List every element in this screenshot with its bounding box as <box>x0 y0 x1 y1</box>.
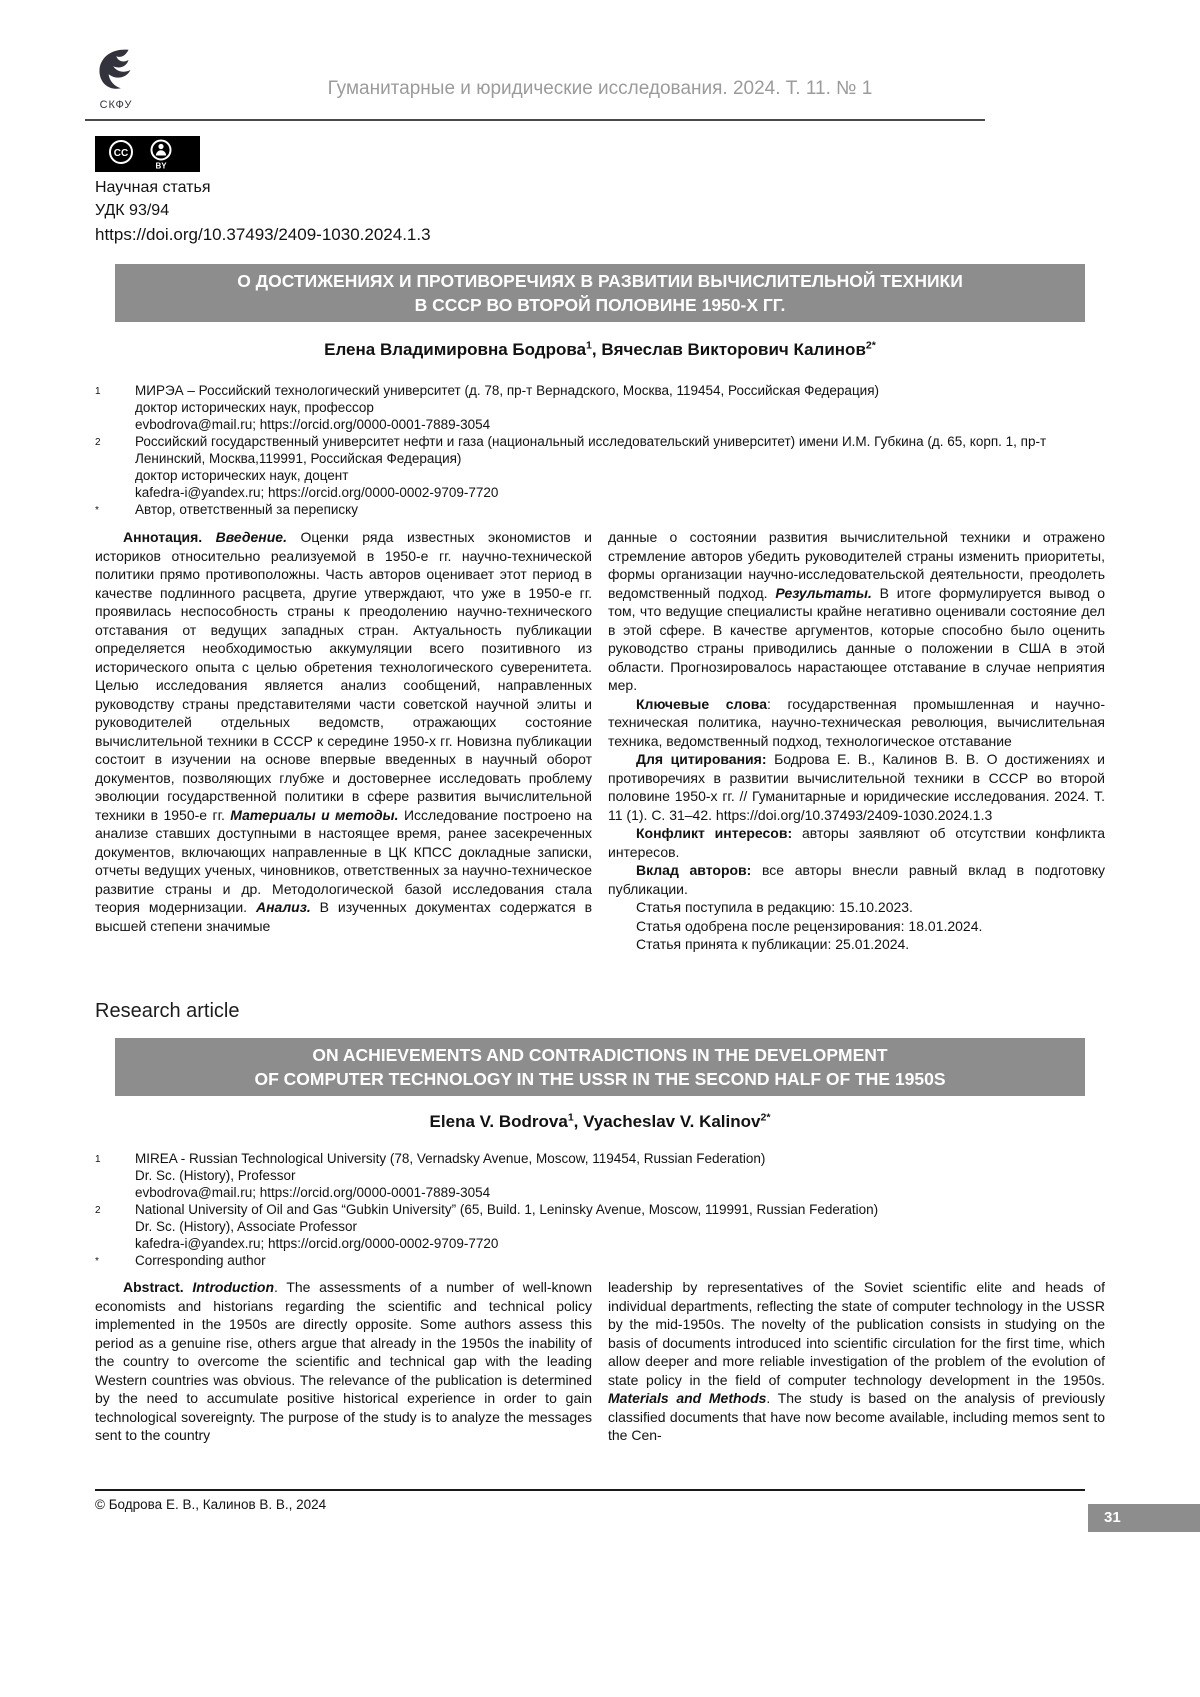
page-number-badge: 31 <box>1088 1504 1200 1532</box>
abstract-ru-right-column <box>608 528 1105 954</box>
affiliation-marker: * <box>95 505 99 516</box>
affiliation-contact: evbodrova@mail.ru; https://orcid.org/0000-0001-7889-3054 <box>135 417 491 432</box>
article-title-en-line2: OF COMPUTER TECHNOLOGY IN THE USSR IN THE SECOND HALF OF THE 1950S <box>254 1069 946 1089</box>
affiliation-institution: MIREA - Russian Technological University (78, Vernadsky Avenue, Moscow, 119454, Russian Federation) <box>135 1151 766 1166</box>
date-received: Статья поступила в редакцию: 15.10.2023. <box>636 899 913 915</box>
corresponding-author-text: Автор, ответственный за переписку <box>135 502 358 517</box>
article-type-label: Научная статья <box>95 179 211 196</box>
university-logo-caption: СКФУ <box>99 99 133 111</box>
footer-divider <box>95 1489 1085 1491</box>
affiliation-marker: 2 <box>95 437 101 448</box>
affiliation-institution: Российский государственный университет нефти и газа (национальный исследовательский университет) имени И.М. Губкина (д. 65, корп. 1, пр-т Ленинский, Москва,119991, Российская Федерация) <box>135 434 1047 466</box>
by-label: BY <box>155 161 167 171</box>
corresponding-author-text: Corresponding author <box>135 1253 266 1268</box>
abstract-ru-continuation: данные о состоянии развития вычислительной техники и отражено стремление авторов убедить руководителей страны изменить приоритеты, формы организации научно-исследовательской деятельности, преодолеть ведомственный подход. Результаты. В итоге формулируется вывод о том, что ведущие специалисты крайне негативно оценивали состояние дел в этой сфере. В качестве аргументов, которые способно было оценить руководство страны приводились данные о положении в США в этой области. Прогнозировалось нарастающее отставание в случае неприятия мер. <box>608 529 1105 693</box>
affiliation-role: доктор исторических наук, доцент <box>135 468 349 483</box>
date-revised: Статья одобрена после рецензирования: 18.01.2024. <box>636 917 983 934</box>
affiliation-en-1 <box>95 1150 1105 1201</box>
affiliation-role: доктор исторических наук, профессор <box>135 400 374 415</box>
abstract-en-left-column <box>95 1278 592 1445</box>
article-title-ru-line2: В СССР ВО ВТОРОЙ ПОЛОВИНЕ 1950-Х ГГ. <box>414 295 786 315</box>
affiliation-institution: МИРЭА – Российский технологический университет (д. 78, пр-т Вернадского, Москва, 119454, Российская Федерация) <box>135 383 880 398</box>
conflict-of-interest-ru: Конфликт интересов: авторы заявляют об отсутствии конфликта интересов. <box>608 825 1105 860</box>
affiliations-ru <box>95 382 1105 519</box>
article-title-ru-banner <box>115 264 1085 322</box>
affiliation-marker: 1 <box>95 1154 101 1165</box>
authors-en: Elena V. Bodrova$^1$, Vyacheslav V. Kalinov$^{2*}$ <box>429 1111 771 1131</box>
affiliation-marker: 2 <box>95 1205 101 1216</box>
corresponding-author-note-ru <box>95 501 1105 519</box>
affiliation-contact: kafedra-i@yandex.ru; https://orcid.org/0000-0002-9709-7720 <box>135 485 499 500</box>
abstract-en-continuation: leadership by representatives of the Soviet scientific elite and heads of individual departments, reflecting the state of computer technology in the USSR by the mid-1950s. The novelty of the publication consists in studying on the basis of documents introduced into scientific circulation for the first time, which allow deeper and more reliable investigation of the problem of the evolution of state policy in the field of computer technology development in the 1950s. Materials and Methods. The study is based on the analysis of previously classified documents that have now become available, including memos sent to the Cen- <box>608 1279 1105 1443</box>
abstract-ru <box>95 528 1105 954</box>
abstract-en-text: Abstract. Introduction. The assessments of a number of well-known economists and historians regarding the scientific and technical policy implemented in the 1950s are directly opposite. Some authors assess this period as a genuine rise, others argue that already in the 1950s the inability of the country to overcome the scientific and technical gap with the leading Western countries was obvious. The relevance of the publication is determined by the need to accumulate positive historical experience in order to gain technological sovereignty. The purpose of the study is to analyze the messages sent to the country <box>95 1279 592 1443</box>
affiliation-marker: 1 <box>95 386 101 397</box>
affiliations-en <box>95 1150 1105 1270</box>
udc-code: УДК 93/94 <box>95 202 170 219</box>
author-contribution-ru: Вклад авторов: все авторы внесли равный вклад в подготовку публикации. <box>608 862 1105 897</box>
keywords-ru: Ключевые слова: государственная промышленная и научно-техническая политика, научно-техническая революция, вычислительная техника, ведомственный подход, технологическое отставание <box>608 695 1105 749</box>
cc-label: CC <box>113 148 129 159</box>
affiliation-contact: evbodrova@mail.ru; https://orcid.org/0000-0001-7889-3054 <box>135 1185 491 1200</box>
affiliation-role: Dr. Sc. (History), Associate Professor <box>135 1219 358 1234</box>
affiliation-marker: * <box>95 1256 99 1267</box>
article-title-en-line1: ON ACHIEVEMENTS AND CONTRADICTIONS IN THE DEVELOPMENT <box>312 1045 888 1065</box>
affiliation-role: Dr. Sc. (History), Professor <box>135 1168 296 1183</box>
authors-ru: Елена Владимировна Бодрова$^1$, Вячеслав Викторович Калинов$^{2*}$ <box>324 339 876 359</box>
abstract-en-right-column <box>608 1278 1105 1445</box>
cc-by-license-badge <box>95 136 200 177</box>
research-article-label: Research article <box>95 1000 240 1022</box>
affiliation-ru-1 <box>95 382 1105 433</box>
abstract-ru-text: Аннотация. Введение. Оценки ряда известных экономистов и историков относительно реализуемой в 1950-е гг. научно-технической политики прямо противоположны. Часть авторов оценивает этот период в качестве подлинного расцвета, другие утверждают, что уже в 1950-е гг. проявилась неспособность страны к преодолению научно-технического отставания от ведущих западных стран. Актуальность публикации определяется необходимостью аккумуляции всего позитивного из исторического опыта с целью обретения технологического суверенитета. Целью исследования является анализ сообщений, направленных руководству страны представителями части советской научной элиты и руководителей отдельных ведомств, отражающих состояние вычислительной техники в СССР к середине 1950-х гг. Новизна публикации состоит в изучении на основе впервые введенных в научный оборот документов, позволяющих глубже и достовернее исследовать проблему эволюции государственной политики в сфере развития вычислительной техники в 1950-е гг. Материалы и методы. Исследование построено на анализе ставших доступными в настоящее время, ранее засекреченных документов, включающих направленные в ЦК КПСС докладные записки, отчеты ведущих ученых, чиновников, ответственных за научно-техническое развитие страны и др. Методологической базой исследования стала теория модернизации. Анализ. В изученных документах содержатся в высшей степени значимые <box>95 529 593 934</box>
citation-ru: Для цитирования: Бодрова Е. В., Калинов В. В. О достижениях и противоречиях в развитии вычислительной техники в СССР во второй половине 1950-х гг. // Гуманитарные и юридические исследования. 2024. Т. 11 (1). С. 31–42. https://doi.org/10.37493/2409-1030.2024.1.3 <box>608 751 1105 823</box>
journal-header-line: Гуманитарные и юридические исследования. 2024. Т. 11. № 1 <box>327 78 873 99</box>
article-title-en-banner <box>115 1038 1085 1096</box>
copyright-line: © Бодрова Е. В., Калинов В. В., 2024 <box>95 1497 327 1512</box>
abstract-en <box>95 1278 1105 1445</box>
affiliation-en-2 <box>95 1201 1105 1252</box>
date-accepted: Статья принята к публикации: 25.01.2024. <box>636 936 910 952</box>
affiliation-institution: National University of Oil and Gas “Gubkin University” (65, Build. 1, Leninsky Avenue, Moscow, 119991, Russian Federation) <box>135 1202 879 1217</box>
article-title-ru-line1: О ДОСТИЖЕНИЯХ И ПРОТИВОРЕЧИЯХ В РАЗВИТИИ ВЫЧИСЛИТЕЛЬНОЙ ТЕХНИКИ <box>237 271 963 291</box>
affiliation-ru-2 <box>95 433 1105 501</box>
doi-link: https://doi.org/10.37493/2409-1030.2024.1.3 <box>95 225 431 244</box>
abstract-ru-left-column <box>95 528 592 954</box>
header-divider <box>85 119 985 121</box>
corresponding-author-note-en <box>95 1252 1105 1270</box>
affiliation-contact: kafedra-i@yandex.ru; https://orcid.org/0000-0002-9709-7720 <box>135 1236 499 1251</box>
